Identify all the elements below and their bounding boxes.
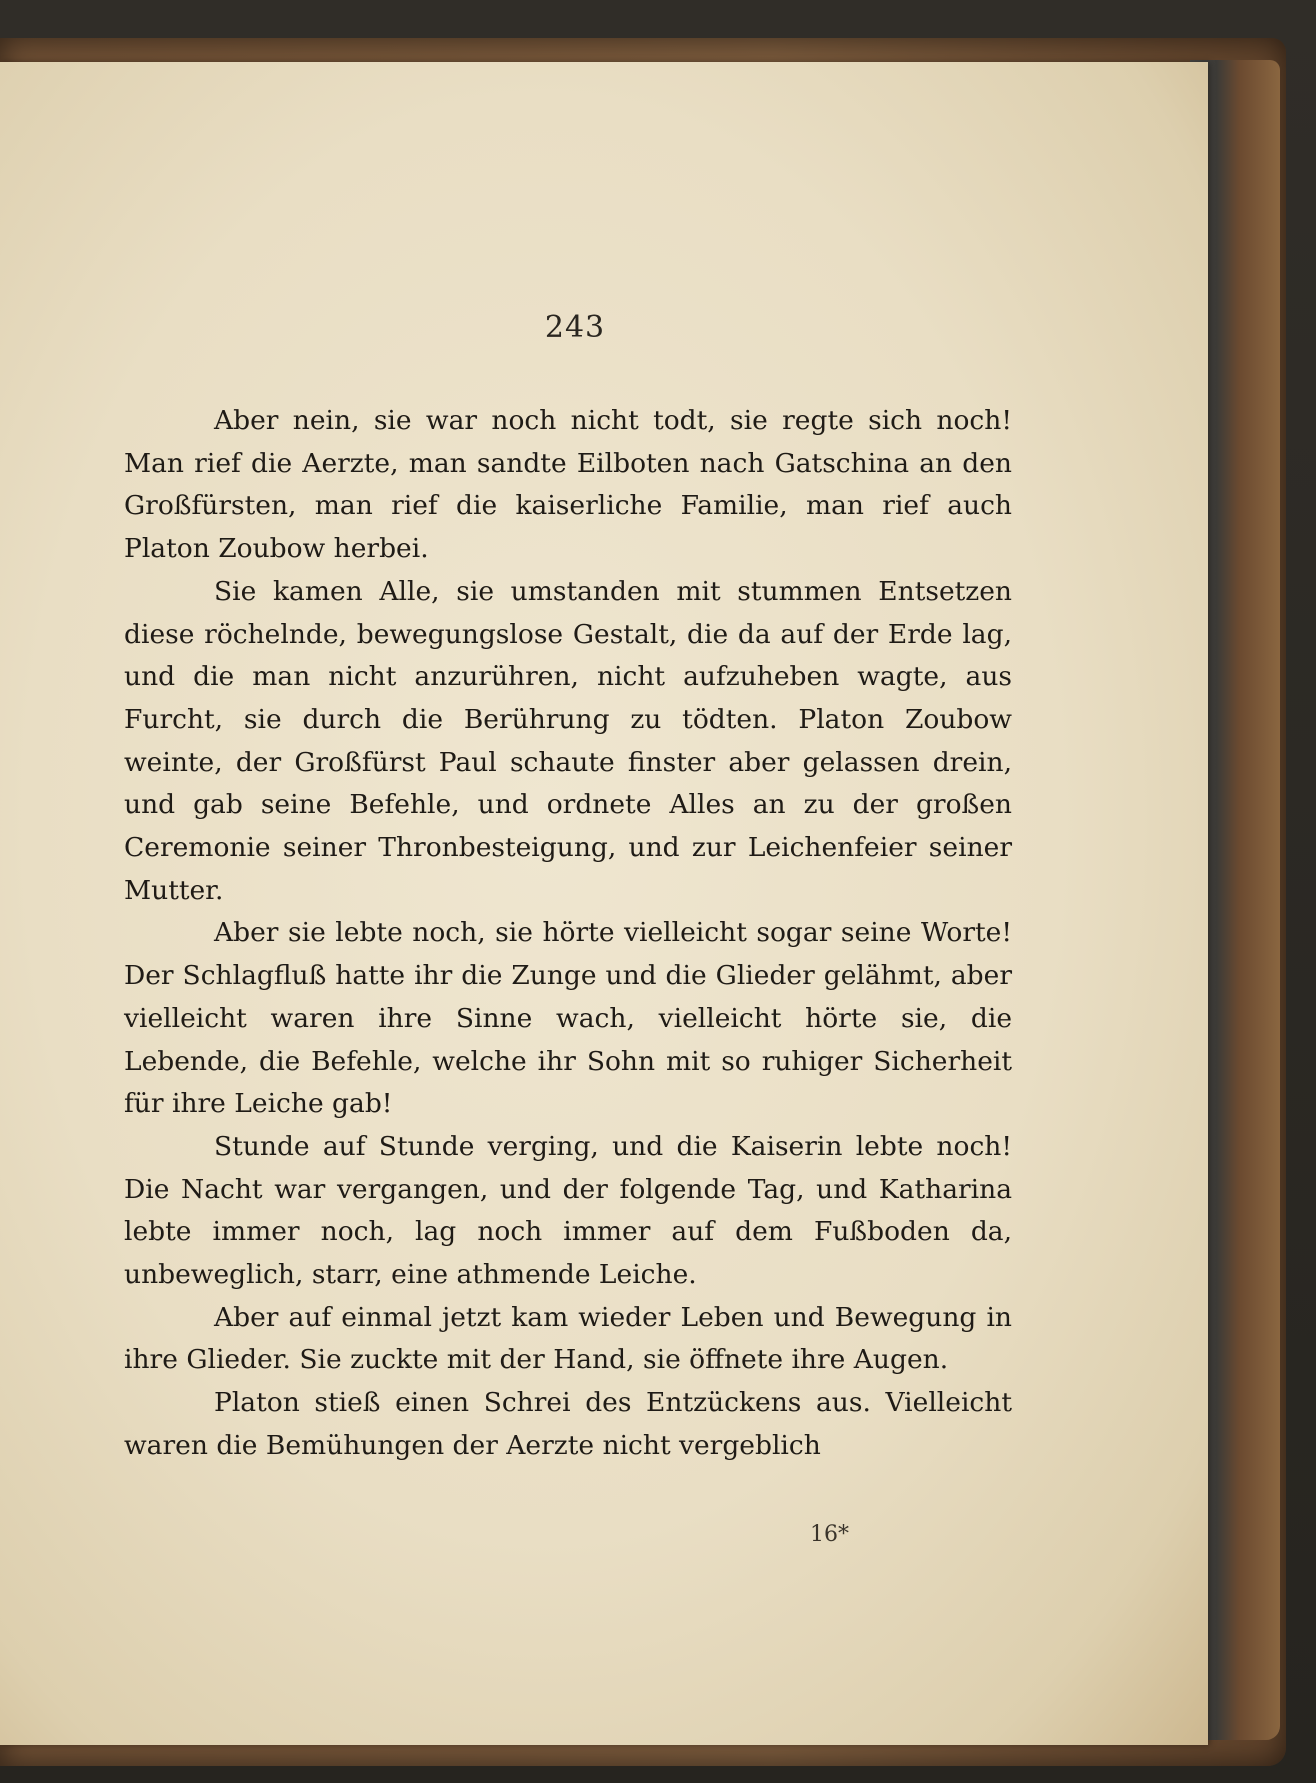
paragraph-6: Platon stieß einen Schrei des Entzückens aus. Vielleicht waren die Bemühungen der Aerzte nicht vergeblich <box>124 1387 1012 1461</box>
page-text <box>124 400 1012 1468</box>
page-number: 243 <box>544 310 606 345</box>
paragraph-3: Aber sie lebte noch, sie hörte vielleicht sogar seine Worte! Der Schlagfluß hatte ihr die Zunge und die Glieder gelähmt, aber vielleicht waren ihre Sinne wach, vielleicht hörte sie, die Lebende, die Befehle, welche ihr Sohn mit so ruhiger Sicherheit für ihre Leiche gab! <box>124 917 1012 1120</box>
paragraph-5: Aber auf einmal jetzt kam wieder Leben und Bewegung in ihre Glieder. Sie zuckte mit der Hand, sie öffnete ihre Augen. <box>124 1301 1012 1376</box>
book-page <box>0 62 1208 1745</box>
paragraph-4: Stunde auf Stunde verging, und die Kaiserin lebte noch! Die Nacht war vergangen, und der folgende Tag, und Katharina lebte immer noch, lag noch immer auf dem Fußboden da, unbeweglich, starr, eine athmende Leiche. <box>124 1130 1012 1291</box>
paragraph-2: Sie kamen Alle, sie umstanden mit stummen Entsetzen diese röchelnde, bewegungslose Gestalt, die da auf der Erde lag, und die man nicht anzurühren, nicht aufzuheben wagte, aus Furcht, sie durch die Berührung zu tödten. Platon Zoubow weinte, der Großfürst Paul schaute finster aber gelassen drein, und gab seine Befehle, und ordnete Alles an zu der großen Ceremonie seiner Thronbesteigung, und zur Leichenfeier seiner Mutter. <box>124 575 1012 906</box>
paragraph-1: Aber nein, sie war noch nicht todt, sie regte sich noch! Man rief die Aerzte, man sandte Eilboten nach Gatschina an den Großfürsten, man rief die kaiserliche Familie, man rief auch Platon Zoubow herbei. <box>124 405 1012 565</box>
signature-mark: 16* <box>810 1522 849 1547</box>
